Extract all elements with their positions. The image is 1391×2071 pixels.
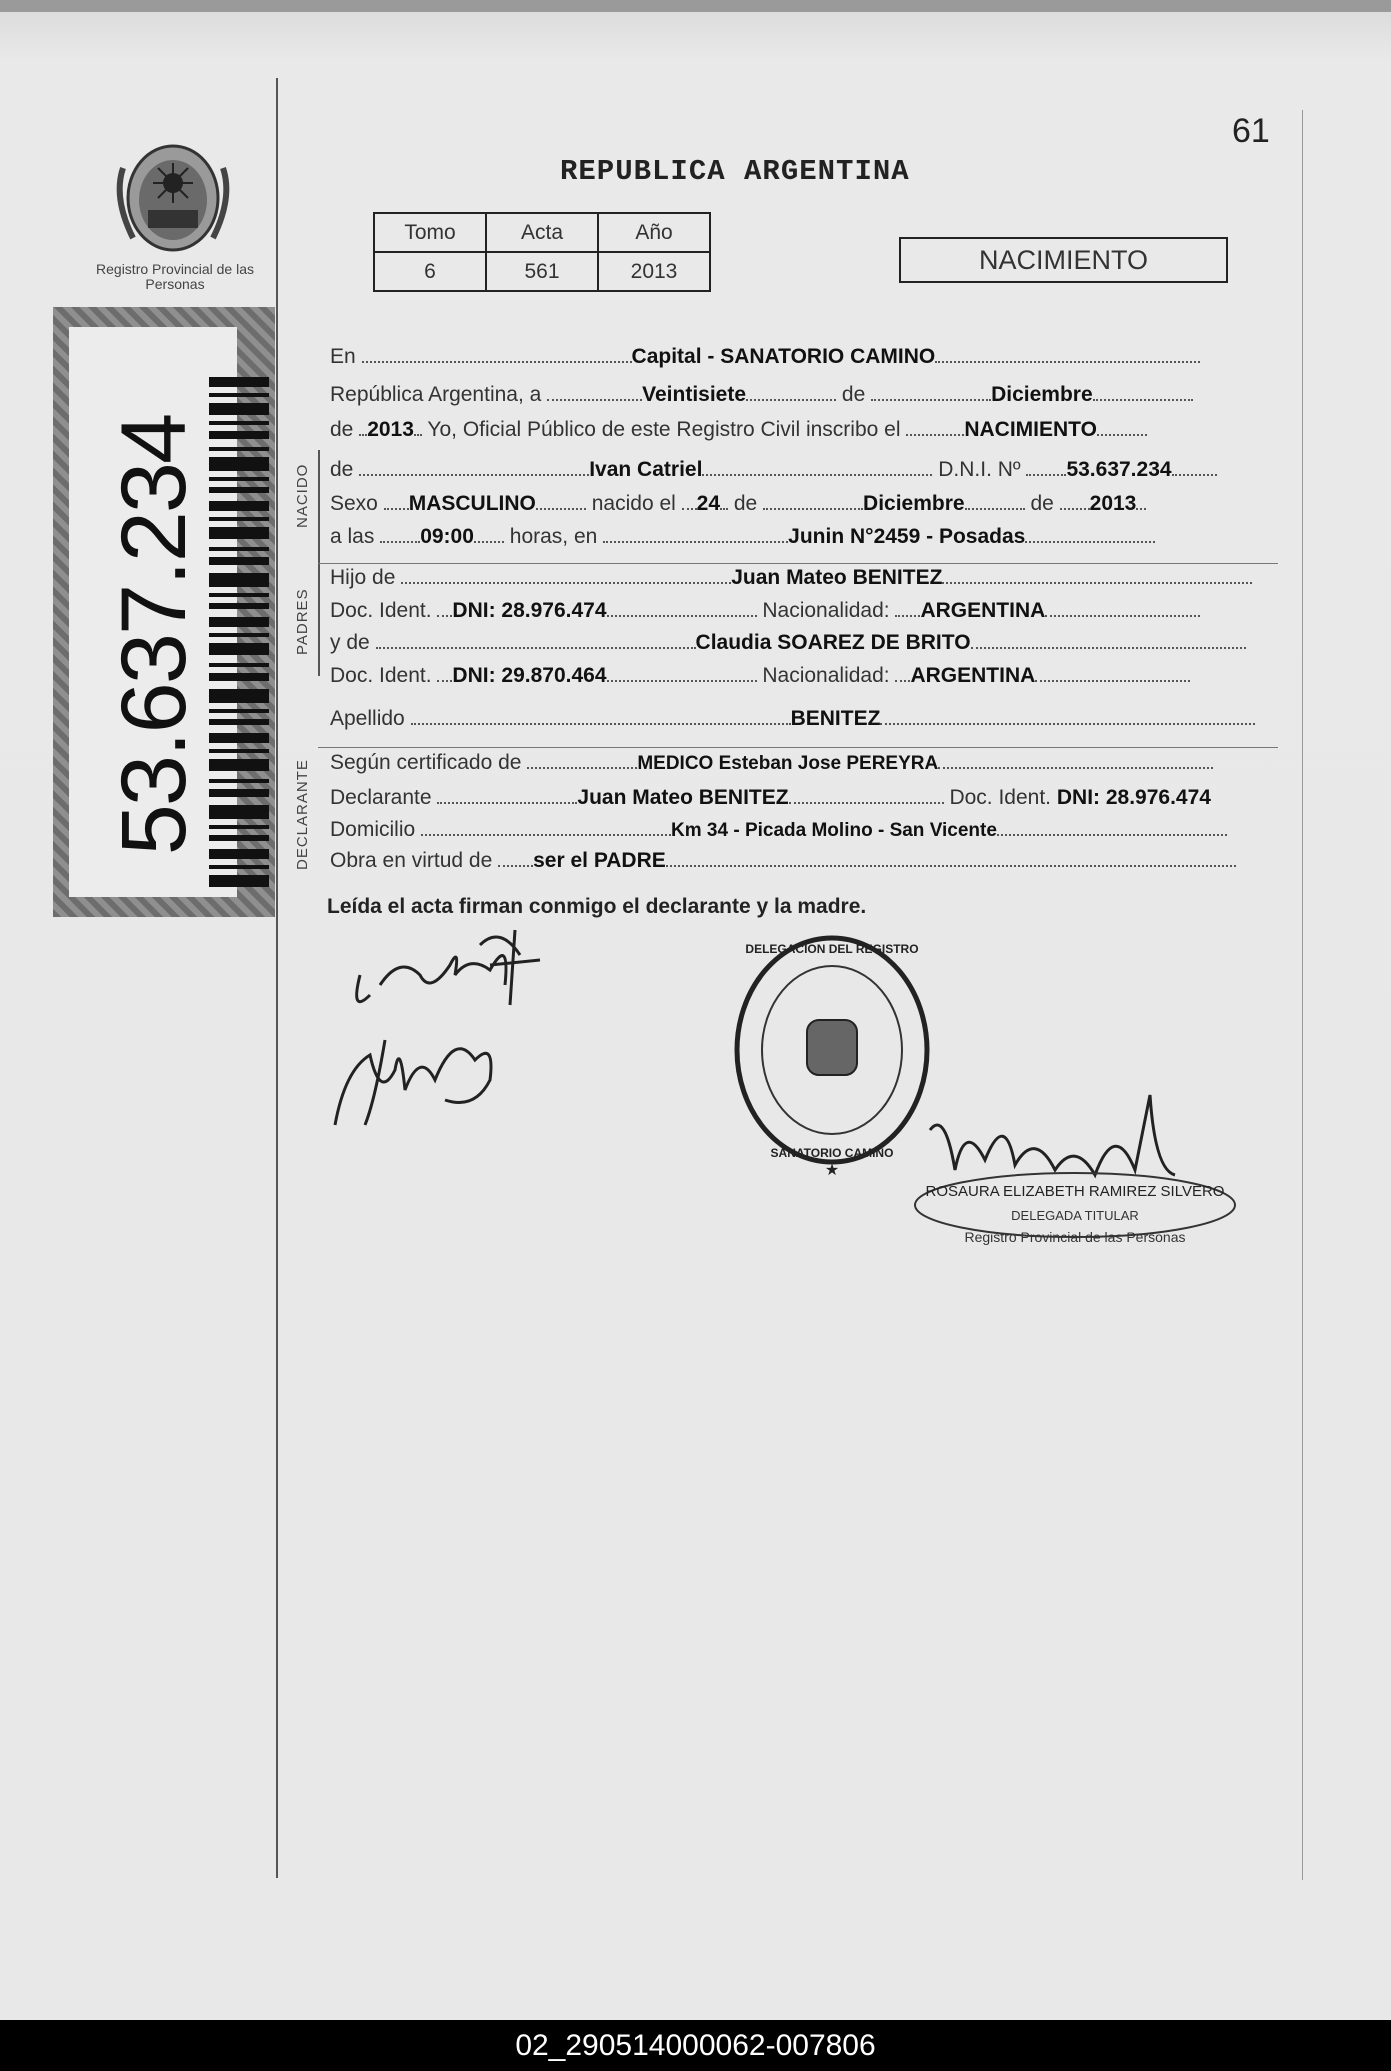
page-number: 61 bbox=[1232, 112, 1270, 150]
yde-label: y de bbox=[330, 631, 370, 654]
tomo-value: 6 bbox=[374, 252, 486, 291]
alas-label: a las bbox=[330, 525, 375, 548]
obra-value: ser el PADRE bbox=[533, 849, 666, 872]
row-certificado bbox=[330, 751, 1213, 775]
apellido-label: Apellido bbox=[330, 707, 405, 730]
row-apellido bbox=[330, 707, 1255, 731]
month-value: Diciembre bbox=[991, 383, 1093, 406]
padre-value: Juan Mateo BENITEZ bbox=[731, 566, 943, 589]
declarante-dni: DNI: 28.976.474 bbox=[1056, 786, 1211, 809]
birth-day: 24 bbox=[696, 492, 720, 515]
right-margin-line bbox=[1302, 110, 1303, 1880]
tomo-acta-ano-table bbox=[373, 212, 711, 292]
act-value: NACIMIENTO bbox=[964, 418, 1097, 441]
de-label: de bbox=[733, 492, 758, 515]
row-year bbox=[330, 418, 1147, 442]
svg-text:ROSAURA ELIZABETH RAMIREZ SILV: ROSAURA ELIZABETH RAMIREZ SILVERO bbox=[925, 1183, 1225, 1200]
padre-nacionalidad: ARGENTINA bbox=[920, 599, 1046, 622]
svg-text:Registro Provincial de las Per: Registro Provincial de las Personas bbox=[964, 1229, 1186, 1245]
section-declarante: DECLARANTE bbox=[294, 759, 311, 870]
nombre-value: Ivan Catriel bbox=[589, 458, 703, 481]
row-domicilio bbox=[330, 818, 1227, 842]
dni-label: D.N.I. Nº bbox=[938, 458, 1021, 481]
scan-top-shadow bbox=[0, 0, 1391, 12]
doc-label: Doc. Ident. bbox=[330, 599, 432, 622]
sexo-value: MASCULINO bbox=[408, 492, 536, 515]
de-label: de bbox=[330, 458, 354, 481]
security-strip bbox=[53, 307, 275, 917]
acta-value: 561 bbox=[486, 252, 598, 291]
row-en bbox=[330, 345, 1200, 369]
ano-header: Año bbox=[598, 213, 710, 252]
day-words: Veintisiete bbox=[642, 383, 747, 406]
row-declarante bbox=[330, 786, 1211, 810]
section-divider bbox=[318, 563, 1278, 564]
side-dni-number: 53.637.234 bbox=[103, 414, 205, 856]
scan-footer-code: 02_290514000062-007806 bbox=[0, 2020, 1391, 2071]
dni-value: 53.637.234 bbox=[1066, 458, 1172, 481]
ano-value: 2013 bbox=[598, 252, 710, 291]
section-nacido: NACIDO bbox=[294, 463, 311, 528]
acta-header: Acta bbox=[486, 213, 598, 252]
domicilio-value: Km 34 - Picada Molino - San Vicente bbox=[671, 820, 997, 841]
closing-statement: Leída el acta firman conmigo el declarante y la madre. bbox=[327, 895, 867, 918]
row-hora bbox=[330, 525, 1155, 549]
doc-label: Doc. Ident. bbox=[949, 786, 1052, 809]
row-obra bbox=[330, 849, 1236, 873]
svg-text:DELEGACION DEL REGISTRO: DELEGACION DEL REGISTRO bbox=[745, 942, 919, 956]
en-label: En bbox=[330, 345, 356, 368]
horas-label: horas, en bbox=[509, 525, 598, 548]
madre-nacionalidad: ARGENTINA bbox=[910, 664, 1036, 687]
signature-madre bbox=[325, 1010, 525, 1140]
domicilio-label: Domicilio bbox=[330, 818, 416, 841]
sexo-label: Sexo bbox=[330, 492, 378, 515]
delegada-signature-stamp bbox=[905, 1080, 1245, 1270]
svg-text:★: ★ bbox=[824, 1162, 840, 1179]
de-label: de bbox=[330, 418, 354, 441]
declarante-value: Juan Mateo BENITEZ bbox=[577, 786, 789, 809]
de-label: de bbox=[1030, 492, 1054, 515]
padre-dni: DNI: 28.976.474 bbox=[452, 599, 607, 622]
doc-label: Doc. Ident. bbox=[330, 664, 432, 687]
madre-dni: DNI: 29.870.464 bbox=[452, 664, 607, 687]
yo-text: Yo, Oficial Público de este Registro Civil inscribo el bbox=[427, 418, 901, 441]
hora-value: 09:00 bbox=[420, 525, 474, 548]
en-value: Capital - SANATORIO CAMINO bbox=[631, 345, 936, 368]
misiones-coat-of-arms-icon bbox=[108, 128, 238, 258]
birth-month: Diciembre bbox=[863, 492, 965, 515]
republica-label: República Argentina, a bbox=[330, 383, 542, 406]
birth-year: 2013 bbox=[1089, 492, 1137, 515]
row-madre-doc bbox=[330, 664, 1190, 688]
row-republica bbox=[330, 383, 1193, 407]
obra-label: Obra en virtud de bbox=[330, 849, 493, 872]
row-madre bbox=[330, 631, 1246, 655]
row-nombre bbox=[330, 458, 1217, 482]
certificado-label: Según certificado de bbox=[330, 751, 522, 774]
nacionalidad-label: Nacionalidad: bbox=[762, 599, 890, 622]
hijo-label: Hijo de bbox=[330, 566, 396, 589]
row-sexo bbox=[330, 492, 1146, 516]
strip-panel bbox=[69, 327, 237, 897]
apellido-value: BENITEZ bbox=[790, 707, 881, 730]
document-title: REPUBLICA ARGENTINA bbox=[560, 155, 910, 188]
lugar-value: Junin N°2459 - Posadas bbox=[788, 525, 1026, 548]
row-padre-doc bbox=[330, 599, 1200, 623]
svg-text:SANATORIO CAMINO: SANATORIO CAMINO bbox=[770, 1146, 894, 1160]
tomo-header: Tomo bbox=[374, 213, 486, 252]
signature-declarante bbox=[340, 915, 580, 1025]
de-label: de bbox=[841, 383, 866, 406]
madre-value: Claudia SOAREZ DE BRITO bbox=[695, 631, 971, 654]
certificado-value: MEDICO Esteban Jose PEREYRA bbox=[637, 753, 939, 774]
section-padres: PADRES bbox=[294, 588, 311, 655]
year-value: 2013 bbox=[367, 418, 414, 441]
nacionalidad-label: Nacionalidad: bbox=[762, 664, 890, 687]
section-divider bbox=[318, 747, 1278, 748]
svg-text:DELEGADA TITULAR: DELEGADA TITULAR bbox=[1011, 1208, 1139, 1223]
left-margin-line bbox=[276, 78, 278, 1878]
barcode-icon bbox=[209, 377, 269, 897]
document-type-box: NACIMIENTO bbox=[899, 237, 1228, 283]
registro-logo-text: Registro Provincial de las Personas bbox=[96, 261, 254, 292]
declarante-label: Declarante bbox=[330, 786, 432, 809]
row-hijo bbox=[330, 566, 1252, 590]
nacido-label: nacido el bbox=[591, 492, 676, 515]
